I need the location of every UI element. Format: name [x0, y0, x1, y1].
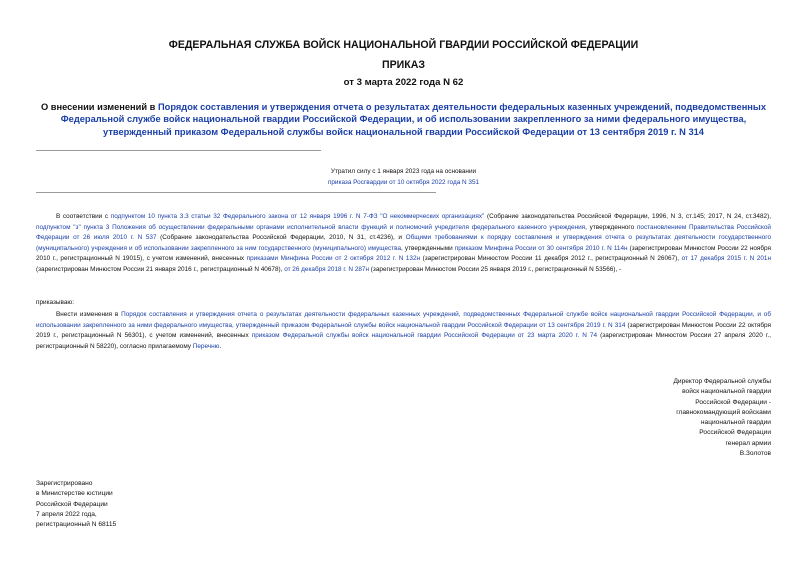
signature-line: главнокомандующий войсками [676, 408, 771, 416]
registration-line: в Министерстве юстиции [36, 490, 113, 498]
order-link-201n[interactable]: от 17 декабря 2015 г. N 201н [681, 255, 771, 263]
registration-line: Зарегистрировано [36, 480, 93, 487]
amendment-paragraph [36, 310, 771, 352]
registration-line: 7 апреля 2022 года, [36, 510, 97, 518]
registration-block [36, 479, 256, 530]
text-run: , утвержденного [585, 223, 637, 231]
registration-line: регистрационный N 68115 [36, 521, 117, 529]
decree-word: приказываю: [36, 299, 74, 306]
signature-line: Российской Федерации - [695, 398, 771, 406]
signature-block [571, 377, 771, 459]
requirements-link[interactable]: Общими требованиями к порядку составления и утверждения отчета о результатах деятельности государственного (муниципального) учреждения и об использовании закрепленного за ним государственного (муниципального) имущества [36, 234, 771, 252]
text-run: . [219, 342, 222, 350]
text-run: (зарегистрирован Минюстом России 27 апреля 2020 г., регистрационный N 58220), согласно прилагаемому [36, 332, 771, 350]
signature-line: Российской Федерации [699, 429, 771, 437]
text-run: (Собрание законодательства Российской Федерации, 1996, N 3, ст.145; 2017, N 24, ст.3482), [484, 213, 771, 220]
text-run: Внести изменения в [56, 311, 122, 318]
law-link[interactable]: подпунктом 10 пункта 3.3 статьи 32 Федерального закона от 12 января 1996 г. N 7-ФЗ "О некоммерческих организациях" [110, 213, 485, 220]
lost-force-link[interactable]: приказа Росгвардии от 10 октября 2022 года N 351 [327, 179, 480, 186]
regulation-link[interactable]: подпунктом "з" пункта 3 Положения об осуществлении федеральными органами исполнительной власти функций и полномочий учредителя федерального казенного учреждения [36, 223, 586, 231]
text-run: (зарегистрирован Минюстом России 22 ноября 2010 г., регистрационный N 19015), с учетом изменений, внесенных [36, 244, 771, 263]
document-date-number: от 3 марта 2022 года N 62 [343, 77, 464, 88]
text-run: (зарегистрирован Минюстом России 22 октября 2019 г., регистрационный N 56301), с учетом изменений, внесенных [36, 321, 771, 340]
lost-force-text: Утратил силу с 1 января 2023 года на основании [330, 168, 477, 175]
text-run: В соответствии с [56, 213, 111, 220]
procedure-link[interactable]: Порядок составления и утверждения отчета о результатах деятельности федеральных казенных учреждений, подведомственных Федеральной службе войск национальной гвардии Российской Федерации, и об использовании закрепленного за ними федерального имущества, утвержденный приказом Федеральной службы войск национальной гвардии Российской Федерации от 13 сентября 2019 г. N 314 [36, 311, 771, 329]
preamble-paragraph [36, 212, 771, 276]
text-run: (зарегистрирован Минюстом России 25 января 2019 г., регистрационный N 53566), - [369, 265, 622, 273]
signature-line: войск национальной гвардии [682, 388, 771, 396]
document-type-heading: ПРИКАЗ [381, 59, 426, 71]
amendment-order-link[interactable]: приказом Федеральной службы войск национальной гвардии Российской Федерации от 23 марта 2020 г. N 74 [251, 332, 598, 340]
signature-name: В.Золотов [739, 450, 771, 458]
lost-force-note [0, 166, 807, 188]
signature-line: Директор Федеральной службы [673, 378, 771, 385]
registration-line: Российской Федерации [36, 500, 108, 508]
agency-heading: ФЕДЕРАЛЬНАЯ СЛУЖБА ВОЙСК НАЦИОНАЛЬНОЙ ГВАРДИИ РОССИЙСКОЙ ФЕДЕРАЦИИ [168, 39, 639, 51]
document-title [36, 101, 771, 138]
resolution-link[interactable]: постановлением Правительства Российской Федерации от 26 июля 2010 г. N 537 [36, 223, 771, 242]
text-run: , утвержденными [401, 244, 455, 252]
order-link-114n[interactable]: приказом Минфина России от 30 сентября 2010 г. N 114н [454, 244, 628, 252]
signature-line: генерал армии [725, 439, 771, 447]
text-run: (Собрание законодательства Российской Федерации, 2010, N 31, ст.4236), и [156, 234, 406, 242]
divider-top [36, 150, 321, 151]
order-link-132n[interactable]: приказами Минфина России от 2 октября 2012 г. N 132н [246, 255, 421, 263]
list-link[interactable]: Перечню [192, 342, 220, 350]
divider-bottom [36, 192, 436, 193]
text-run: (зарегистрирован Минюстом России 21 января 2016 г., регистрационный N 40678), [36, 265, 285, 273]
signature-line: национальной гвардии [700, 419, 771, 427]
title-link[interactable]: Порядок составления и утверждения отчета о результатах деятельности федеральных казенных учреждений, подведомственных Федеральной службе войск национальной гвардии Российской Федерации, и об использовании закрепленного за ними федерального имущества, утвержденный приказом Федеральной службы войск национальной гвардии Российской Федерации от 13 сентября 2019 г. N 314 [60, 102, 767, 137]
text-run: (зарегистрирован Минюстом России 11 декабря 2012 г., регистрационный N 26067), [420, 255, 682, 263]
order-link-287n[interactable]: от 26 декабря 2018 г. N 287н [284, 265, 370, 273]
title-prefix: О внесении изменений в [40, 102, 158, 112]
